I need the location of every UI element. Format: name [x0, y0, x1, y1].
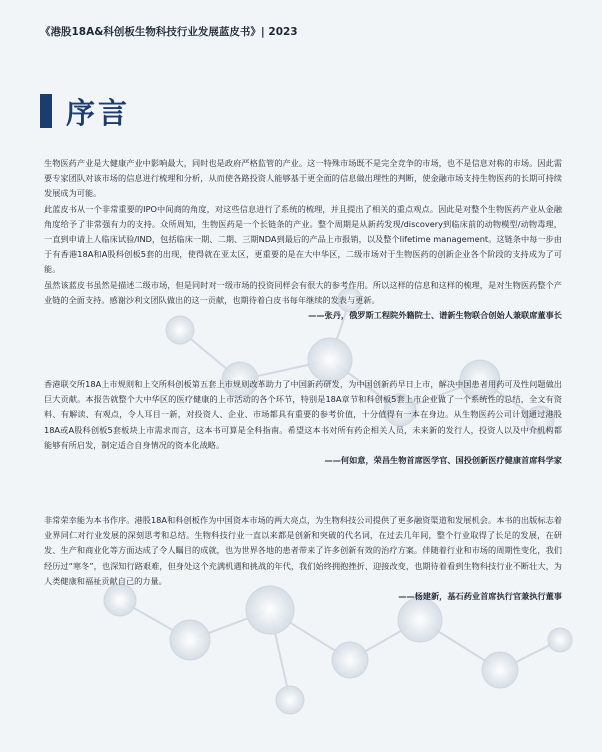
title-accent-bar — [40, 94, 52, 128]
section-1-signature: ——张丹，俄罗斯工程院外籍院士、谱新生物联合创始人兼联席董事长 — [308, 310, 562, 321]
preface-section-2 — [44, 377, 562, 468]
section-1-paragraph-3: 虽然该蓝皮书虽然是描述二级市场，但是同时对一级市场的投资同样会有很大的参考作用。所以这样的信息和这样的梳理，是对生物医药整个产业链的全面支持。感谢沙利文团队做出的这一贡献，也期待着白皮书每年继续的发表与更新。 — [44, 279, 562, 305]
report-header: 《港股18A&科创板生物科技行业发展蓝皮书》| 2023 — [40, 26, 298, 38]
preface-section-1 — [44, 156, 562, 323]
section-3-paragraph-1: 非常荣幸能为本书作序。港股18A和科创板作为中国资本市场的两大亮点，为生物科技公司提供了更多融资渠道和发展机会。本书的出版标志着业界同仁对行业发展的深刻思考和总结。生物科技行业一直以来都是创新和突破的代名词，在过去几年间，整个行业取得了长足的发展，在研发、生产和商业化等方面达成了令人瞩目的成就，也为世界各地的患者带来了许多创新有效的治疗方案。伴随着行业和市场的周期性变化，我们经历过“寒冬”，也深知行路艰难，但身处这个充满机遇和挑战的年代，我们始终拥抱挫折、迎接改变，也期待着看到生物科技行业不断壮大，为人类健康和福祉贡献自己的力量。 — [44, 515, 562, 586]
title-block — [40, 93, 130, 129]
section-1-paragraph-1: 生物医药产业是大健康产业中影响最大，同时也是政府严格监管的产业。这一特殊市场既不是完全竞争的市场，也不是信息对称的市场。因此需要专家团队对该市场的信息进行梳理和分析，从而使各路投资人能够基于更全面的信息做出理性的判断，使金融市场支持生物医药的长期可持续发展成为可能。 — [44, 158, 562, 199]
preface-section-3 — [44, 513, 562, 604]
section-3-signature: ——杨建新，基石药业首席执行官兼执行董事 — [398, 591, 562, 602]
section-1-paragraph-2: 此蓝皮书从一个非常重要的IPO中间商的角度，对这些信息进行了系统的梳理，并且提出了相关的重点观点。因此是对整个生物医药产业从金融角度给予了非常强有力的支持。众所周知，生物医药是一个长链条的产业。整个周期是从新药发现/discovery到临床前的动物模型/动物毒理，一直到申请上人临床试验/IND，包括临床一期、二期、三期NDA到最后的产品上市报销，以及整个lifetime management。这链条中每一步由于有香港18A和A股科创板5套的出现，使得就在亚太区，更重要的是在大中华区，二级市场对于生物医药的创新企业各个阶段的支持成为了可能。 — [44, 203, 562, 275]
section-2-paragraph-1: 香港联交所18A上市规则和上交所科创板第五套上市规则改革助力了中国新药研发，为中国创新药早日上市，解决中国患者用药可及性问题做出巨大贡献。本报告就整个大中华区的医疗健康的上市活动的各个环节，特别是18A章节和科创板5套上市企业做了一个系统性的总结，全文有资料、有解读、有观点，令人耳目一新，对投资人、企业、市场都具有重要的参考价值，十分值得有一本在身边。从生物医药公司计划通过港股18A或A股科创板5套板块上市需求而言，这本书可算是全科指南。希望这本书对所有药企相关人员，未来新的发行人，投资人以及中介机构都能够有所启发，制定适合自身情况的资本化战略。 — [44, 379, 562, 450]
page-title: 序言 — [66, 95, 131, 130]
section-2-signature: ——何如意，荣昌生物首席医学官、国投创新医疗健康首席科学家 — [324, 455, 562, 466]
